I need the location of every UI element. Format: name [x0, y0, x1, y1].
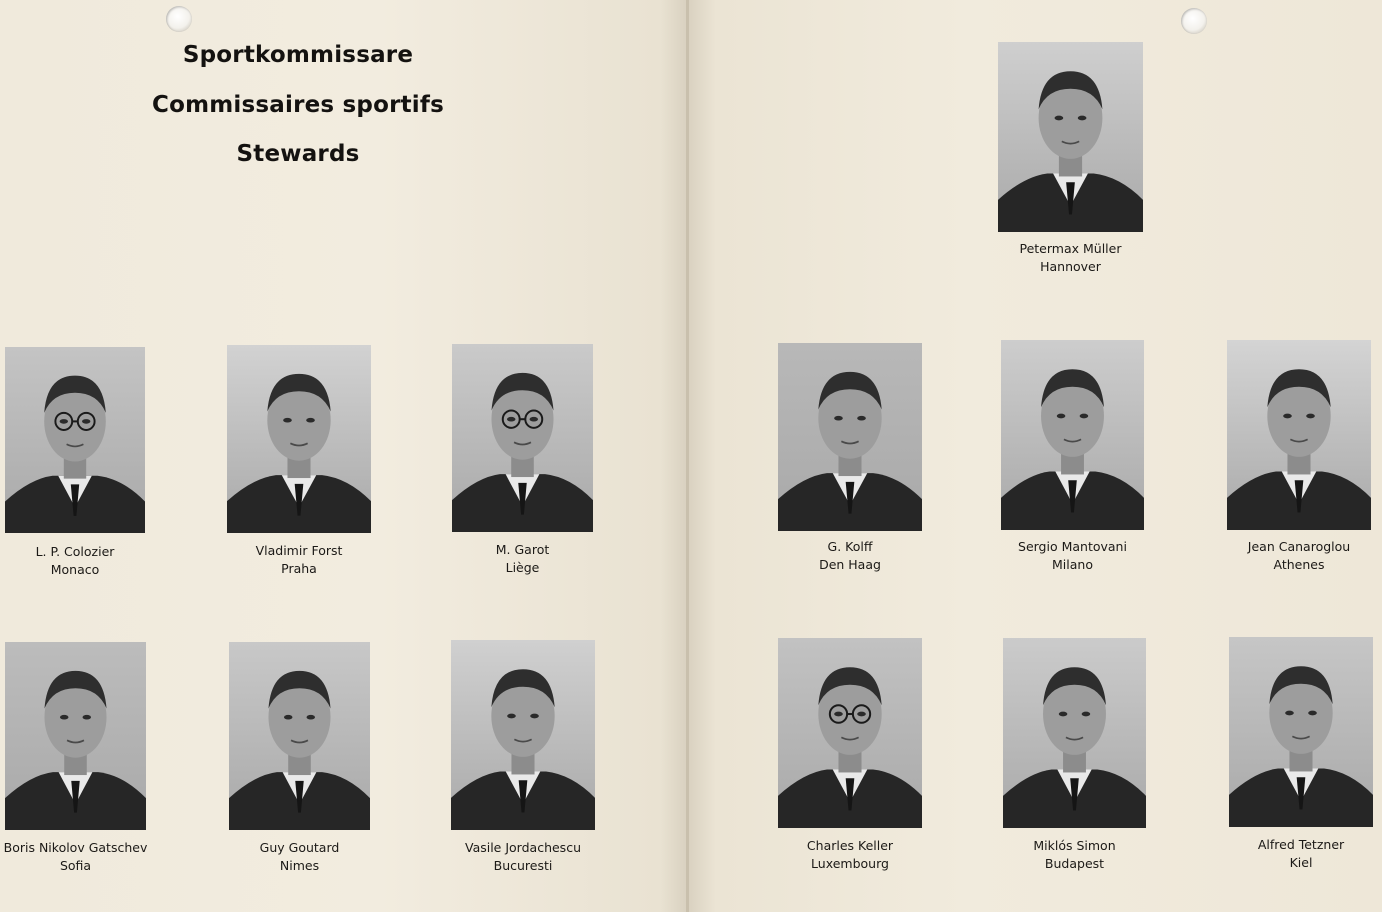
- steward-city: Hannover: [1040, 259, 1101, 274]
- left-eye-shape: [283, 418, 292, 423]
- steward-name: Sergio Mantovani: [1018, 539, 1127, 554]
- portrait-silhouette: [5, 642, 146, 830]
- steward-name: Guy Goutard: [259, 840, 340, 855]
- steward-caption: [187, 542, 411, 578]
- steward-city: Milano: [1052, 557, 1093, 572]
- left-eye-shape: [1285, 711, 1294, 716]
- right-eye-shape: [1082, 712, 1091, 717]
- portrait-photo: [778, 343, 922, 531]
- left-eye-shape: [834, 416, 843, 421]
- book-gutter: [686, 0, 689, 912]
- left-eye-shape: [834, 712, 843, 717]
- portrait-silhouette: [227, 345, 371, 533]
- left-eye-shape: [284, 715, 292, 720]
- right-eye-shape: [1080, 414, 1089, 419]
- right-eye-shape: [530, 417, 538, 422]
- portrait-photo: [778, 638, 922, 828]
- steward-city: Sofia: [59, 858, 92, 873]
- steward-city: Budapest: [1044, 856, 1105, 871]
- steward-name: Petermax Müller: [1019, 241, 1122, 256]
- portrait-silhouette: [778, 638, 922, 828]
- steward-name: Alfred Tetzner: [1257, 837, 1345, 852]
- steward-caption: [1189, 836, 1382, 872]
- right-eye-shape: [83, 715, 91, 720]
- steward-caption: [412, 541, 633, 577]
- right-eye-shape: [857, 416, 866, 421]
- portrait-photo: [1003, 638, 1146, 828]
- right-eye-shape: [306, 418, 315, 423]
- heading-english: Stewards: [236, 141, 360, 167]
- steward-city: Den Haag: [819, 557, 881, 572]
- right-eye-shape: [1078, 116, 1087, 121]
- portrait-silhouette: [1227, 340, 1371, 530]
- portrait-silhouette: [229, 642, 370, 830]
- steward-name: Vasile Jordachescu: [464, 840, 581, 855]
- portrait-silhouette: [5, 347, 145, 533]
- heading-german: Sportkommissare: [182, 42, 414, 68]
- steward-city: Kiel: [1289, 855, 1313, 870]
- portrait-photo: [1227, 340, 1371, 530]
- steward-caption: [0, 839, 186, 875]
- steward-name: L. P. Colozier: [35, 544, 115, 559]
- punch-hole-left: [166, 6, 192, 32]
- portrait-silhouette: [778, 343, 922, 531]
- portrait-silhouette: [998, 42, 1143, 232]
- portrait-photo: [227, 345, 371, 533]
- right-eye-shape: [82, 419, 90, 424]
- portrait-silhouette: [452, 344, 593, 532]
- steward-city: Liège: [505, 560, 540, 575]
- left-eye-shape: [507, 417, 515, 422]
- steward-caption: [738, 837, 962, 873]
- right-eye-shape: [1306, 414, 1315, 419]
- right-eye-shape: [307, 715, 315, 720]
- steward-name: Jean Canaroglou: [1247, 539, 1351, 554]
- steward-caption: [963, 837, 1186, 873]
- portrait-photo: [5, 347, 145, 533]
- portrait-photo: [451, 640, 595, 830]
- right-eye-shape: [1308, 711, 1317, 716]
- steward-caption: [738, 538, 962, 574]
- steward-caption: [961, 538, 1184, 574]
- steward-city: Praha: [281, 561, 317, 576]
- steward-name: M. Garot: [495, 542, 550, 557]
- steward-name: Charles Keller: [806, 838, 894, 853]
- left-eye-shape: [1057, 414, 1066, 419]
- steward-city: Bucuresti: [493, 858, 553, 873]
- steward-caption: [0, 543, 185, 579]
- left-eye-shape: [507, 714, 516, 719]
- portrait-silhouette: [1229, 637, 1373, 827]
- punch-hole-right: [1181, 8, 1207, 34]
- steward-city: Monaco: [50, 562, 100, 577]
- steward-name: Miklós Simon: [1033, 838, 1116, 853]
- right-eye-shape: [530, 714, 539, 719]
- portrait-photo: [1001, 340, 1144, 530]
- heading-french: Commissaires sportifs: [152, 92, 444, 118]
- portrait-photo: [5, 642, 146, 830]
- steward-city: Luxembourg: [811, 856, 889, 871]
- portrait-silhouette: [1001, 340, 1144, 530]
- portrait-photo: [452, 344, 593, 532]
- steward-city: Athenes: [1273, 557, 1325, 572]
- steward-name: Vladimir Forst: [255, 543, 343, 558]
- portrait-photo: [229, 642, 370, 830]
- steward-caption: [1187, 538, 1382, 574]
- steward-city: Nimes: [279, 858, 320, 873]
- steward-caption: [411, 839, 635, 875]
- steward-name: G. Kolff: [827, 539, 873, 554]
- portrait-silhouette: [1003, 638, 1146, 828]
- steward-caption: [958, 240, 1183, 276]
- right-eye-shape: [857, 712, 866, 717]
- left-eye-shape: [60, 419, 68, 424]
- steward-caption: [189, 839, 410, 875]
- left-eye-shape: [1283, 414, 1292, 419]
- portrait-photo: [998, 42, 1143, 232]
- portrait-photo: [1229, 637, 1373, 827]
- portrait-silhouette: [451, 640, 595, 830]
- steward-name: Boris Nikolov Gatschev: [3, 840, 148, 855]
- left-eye-shape: [60, 715, 68, 720]
- left-eye-shape: [1059, 712, 1068, 717]
- left-eye-shape: [1055, 116, 1064, 121]
